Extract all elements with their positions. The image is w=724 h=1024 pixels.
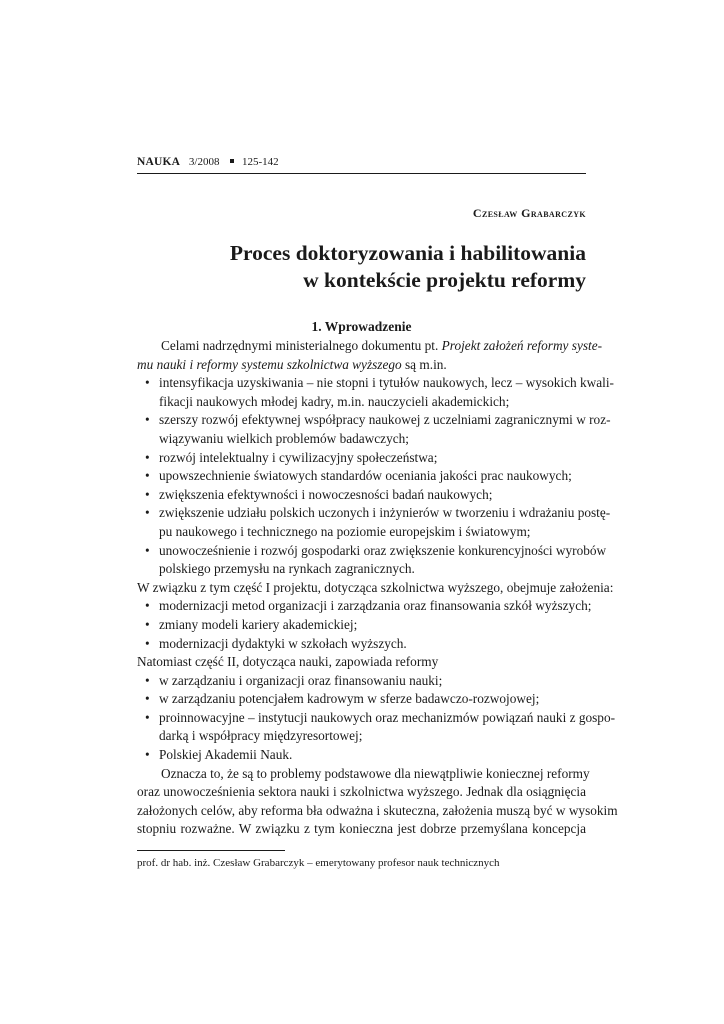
list-item-continuation: wiązywaniu wielkich problemów badawczych; <box>159 430 409 446</box>
list-item <box>137 616 586 635</box>
author-name: Czesław Grabarczyk <box>472 206 586 220</box>
list-item-continuation: darką i współpracy międzyresortowej; <box>159 728 363 744</box>
bullet-icon: • <box>145 616 150 632</box>
bullet-icon: • <box>145 486 150 502</box>
bullet-icon: • <box>145 691 150 707</box>
list-item <box>137 542 607 561</box>
list-item <box>137 411 611 430</box>
list-text: zwiększenie udziału polskich uczonych i inżynierów w tworzeniu i wdrażaniu postę- <box>159 505 611 521</box>
list-item <box>137 635 586 654</box>
journal-name: NAUKA <box>137 156 181 168</box>
list-text: w zarządzaniu potencjałem kadrowym w sferze badawczo-rozwojowej; <box>159 691 540 707</box>
running-header <box>137 155 586 169</box>
document-title-italic: mu nauki i reformy systemu szkolnictwa wyższego <box>137 356 402 372</box>
list-item <box>137 504 611 523</box>
paragraph-line: oraz unowocześnienia sektora nauki i szkolnictwa wyższego. Jednak dla osiągnięcia <box>137 784 586 800</box>
bullet-icon: • <box>145 747 150 763</box>
header-separator-icon <box>230 159 234 163</box>
bullet-icon: • <box>145 412 150 428</box>
text-span: Celami nadrzędnymi ministerialnego dokumentu pt. <box>161 338 442 353</box>
bullet-icon: • <box>145 449 150 465</box>
title-line-1: Proces doktoryzowania i habilitowania <box>229 241 586 265</box>
bullet-icon: • <box>145 709 150 725</box>
paragraph-line: W związku z tym część I projektu, dotycząca szkolnictwa wyższego, obejmuje założenia: <box>137 579 614 595</box>
paragraph-line: założonych celów, aby reforma bła odważna i skuteczna, założenia muszą być w wysokim <box>137 802 618 818</box>
list-item-continuation: polskiego przemysłu na rynkach zagranicznych. <box>159 561 415 577</box>
list-item-continuation: pu naukowego i technicznego na poziomie europejskim i światowym; <box>159 523 531 539</box>
header-rule <box>137 173 586 174</box>
list-text: upowszechnienie światowych standardów oceniania jakości prac naukowych; <box>159 468 572 484</box>
list-text: Polskiej Akademii Nauk. <box>159 747 293 763</box>
list-text: proinnowacyjne – instytucji naukowych oraz mechanizmów powiązań nauki z gospo- <box>159 709 616 725</box>
list-item <box>137 486 586 505</box>
bullet-icon: • <box>145 542 150 558</box>
article-body <box>137 337 618 839</box>
list-item <box>137 374 614 393</box>
list-item <box>137 709 616 728</box>
footnote-rule <box>137 850 285 851</box>
paragraph-line: stopniu rozważne. W związku z tym konieczna jest dobrze przemyślana koncepcja <box>137 821 586 837</box>
list-text: zwiększenia efektywności i nowoczesności badań naukowych; <box>159 486 493 502</box>
bullet-icon: • <box>145 375 150 391</box>
list-item <box>137 672 586 691</box>
paragraph-line <box>137 356 586 375</box>
document-title-italic: Projekt założeń reformy syste- <box>441 338 603 353</box>
list-text: unowocześnienie i rozwój gospodarki oraz zwiększenie konkurencyjności wyrobów <box>159 542 607 558</box>
list-text: modernizacji metod organizacji i zarządzania oraz finansowania szkół wyższych; <box>159 598 592 614</box>
list-text: rozwój intelektualny i cywilizacyjny społeczeństwa; <box>159 449 438 465</box>
list-item <box>137 449 586 468</box>
list-text: w zarządzaniu i organizacji oraz finansowaniu nauki; <box>159 672 443 688</box>
bullet-icon: • <box>145 505 150 521</box>
list-item-continuation: fikacji naukowych młodej kadry, m.in. nauczycieli akademickich; <box>159 393 510 409</box>
text-span: są m.in. <box>401 356 447 372</box>
section-heading: 1. Wprowadzenie <box>311 319 412 334</box>
list-item <box>137 746 586 765</box>
list-text: modernizacji dydaktyki w szkołach wyższych. <box>159 635 407 651</box>
list-text: zmiany modeli kariery akademickiej; <box>159 616 358 632</box>
bullet-icon: • <box>145 672 150 688</box>
journal-issue: 3/2008 <box>188 156 220 168</box>
list-item <box>137 690 586 709</box>
list-item <box>137 467 586 486</box>
paragraph-line <box>137 337 603 356</box>
page-range: 125-142 <box>241 156 279 168</box>
paragraph-line: Oznacza to, że są to problemy podstawowe dla niewątpliwie koniecznej reformy <box>161 765 590 781</box>
bullet-icon: • <box>145 635 150 651</box>
title-line-2: w kontekście projektu reformy <box>303 268 586 292</box>
footnote: prof. dr hab. inż. Czesław Grabarczyk – emerytowany profesor nauk technicznych <box>137 857 500 869</box>
article-title <box>137 240 586 294</box>
paragraph-line: Natomiast część II, dotycząca nauki, zapowiada reformy <box>137 654 439 670</box>
list-text: intensyfikacja uzyskiwania – nie stopni i tytułów naukowych, lecz – wysokich kwali- <box>159 375 614 391</box>
bullet-icon: • <box>145 598 150 614</box>
list-item <box>137 597 592 616</box>
list-text: szerszy rozwój efektywnej współpracy naukowej z uczelniami zagranicznymi w roz- <box>159 412 611 428</box>
bullet-icon: • <box>145 468 150 484</box>
